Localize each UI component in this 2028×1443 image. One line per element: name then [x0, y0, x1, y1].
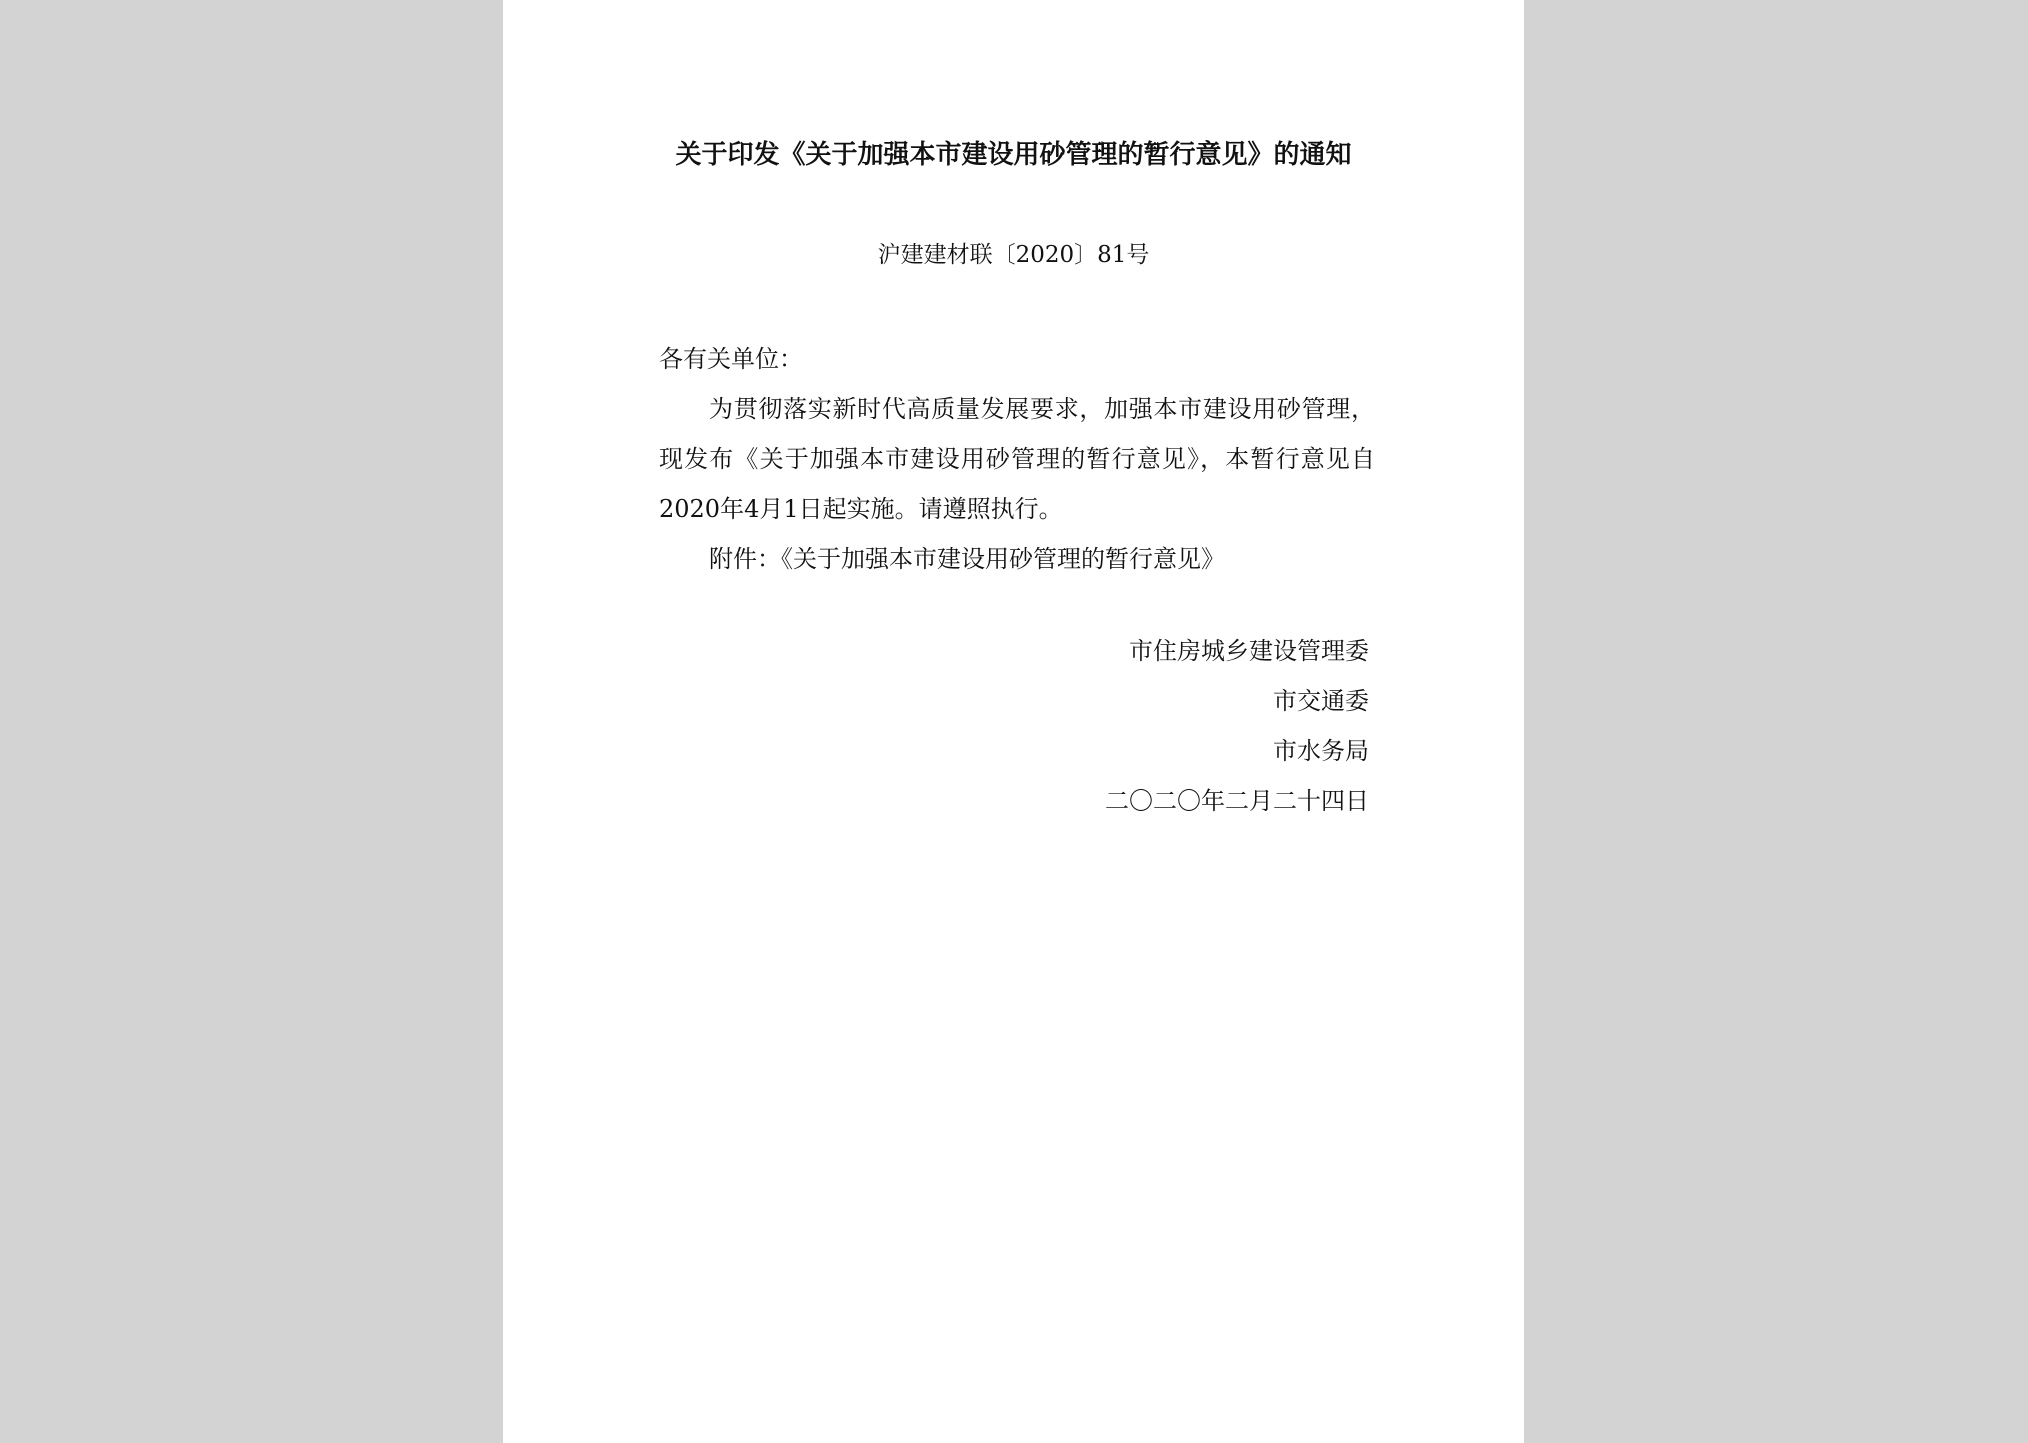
signature-block	[503, 626, 1369, 826]
signatory-housing-committee: 市住房城乡建设管理委	[1129, 637, 1369, 665]
addressee-line: 各有关单位：	[659, 345, 803, 373]
document-body	[659, 334, 1375, 584]
main-paragraph: 为贯彻落实新时代高质量发展要求，加强本市建设用砂管理，现发布《关于加强本市建设用砂管理的暂行意见》，本暂行意见自2020年4月1日起实施。请遵照执行。	[659, 395, 1375, 523]
document-title: 关于印发《关于加强本市建设用砂管理的暂行意见》的通知	[675, 140, 1352, 170]
signature-date: 二〇二〇年二月二十四日	[1105, 787, 1369, 815]
signatory-transport-committee: 市交通委	[1273, 687, 1369, 715]
document-page	[503, 0, 1524, 1443]
signatory-water-bureau: 市水务局	[1273, 737, 1369, 765]
document-number: 沪建建材联〔2020〕81号	[877, 242, 1150, 268]
attachment-line: 附件：《关于加强本市建设用砂管理的暂行意见》	[709, 545, 1225, 573]
